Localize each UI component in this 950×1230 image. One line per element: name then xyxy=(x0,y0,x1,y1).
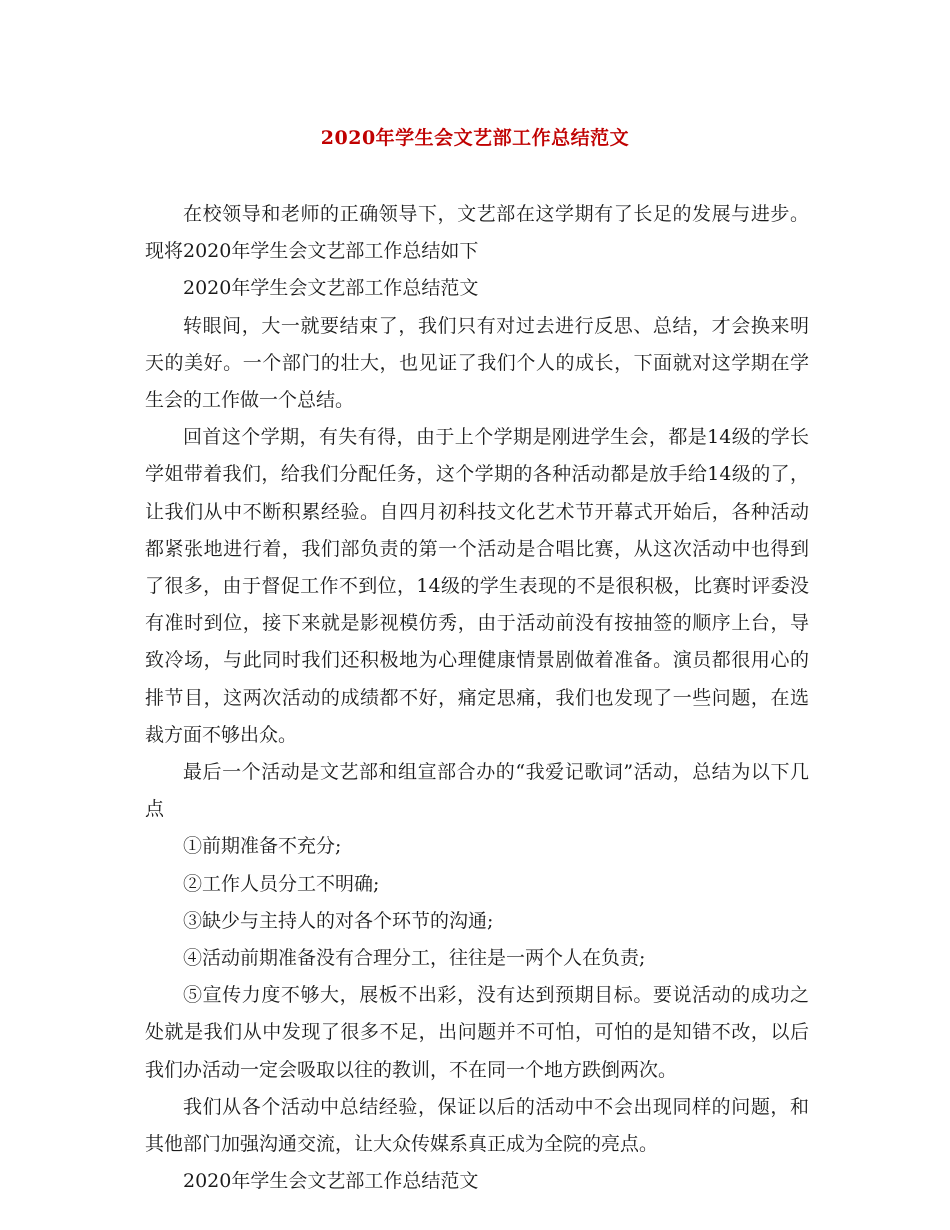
paragraph-semester-review: 回首这个学期，有失有得，由于上个学期是刚进学生会，都是14级的学长学姐带着我们，给我们分配任务，这个学期的各种活动都是放手给14级的了，让我们从中不断积累经验。自四月初科技文化艺术节开幕式开始后，各种活动都紧张地进行着，我们部负责的第一个活动是合唱比赛，从这次活动中也得到了很多，由于督促工作不到位，14级的学生表现的不是很积极，比赛时评委没有准时到位，接下来就是影视模仿秀，由于活动前没有按抽签的顺序上台，导致冷场，与此同时我们还积极地为心理健康情景剧做着准备。演员都很用心的排节目，这两次活动的成绩都不好，痛定思痛，我们也发现了一些问题，在选裁方面不够出众。 xyxy=(145,426,809,746)
paragraph-conclusion: 我们从各个活动中总结经验，保证以后的活动中不会出现同样的问题，和其他部门加强沟通交流，让大众传媒系真正成为全院的亮点。 xyxy=(145,1095,809,1156)
document-title: 2020年学生会文艺部工作总结范文 xyxy=(320,127,630,149)
paragraph-subheading: 2020年学生会文艺部工作总结范文 xyxy=(183,277,479,300)
list-item-point-4: ④活动前期准备没有合理分工，往往是一两个人在负责; xyxy=(183,947,646,970)
list-item-point-3: ③缺少与主持人的对各个环节的沟通; xyxy=(183,909,494,932)
list-item-point-2: ②工作人员分工不明确; xyxy=(183,872,380,895)
document-body xyxy=(145,196,809,1200)
paragraph-intro: 在校领导和老师的正确领导下，文艺部在这学期有了长足的发展与进步。现将2020年学生会文艺部工作总结如下 xyxy=(145,203,809,263)
paragraph-last-activity: 最后一个活动是文艺部和组宣部合办的“我爱记歌词”活动，总结为以下几点 xyxy=(145,761,809,821)
list-item-point-5: ⑤宣传力度不够大，展板不出彩，没有达到预期目标。要说活动的成功之处就是我们从中发现了很多不足，出问题并不可怕，可怕的是知错不改，以后我们办活动一定会吸取以往的教训，不在同一个地方跌倒两次。 xyxy=(145,984,809,1081)
paragraph-reflection: 转眼间，大一就要结束了，我们只有对过去进行反思、总结，才会换来明天的美好。一个部门的壮大，也见证了我们个人的成长，下面就对这学期在学生会的工作做一个总结。 xyxy=(145,314,809,412)
list-item-point-1: ①前期准备不充分; xyxy=(183,835,342,858)
paragraph-closing-heading: 2020年学生会文艺部工作总结范文 xyxy=(183,1170,479,1193)
